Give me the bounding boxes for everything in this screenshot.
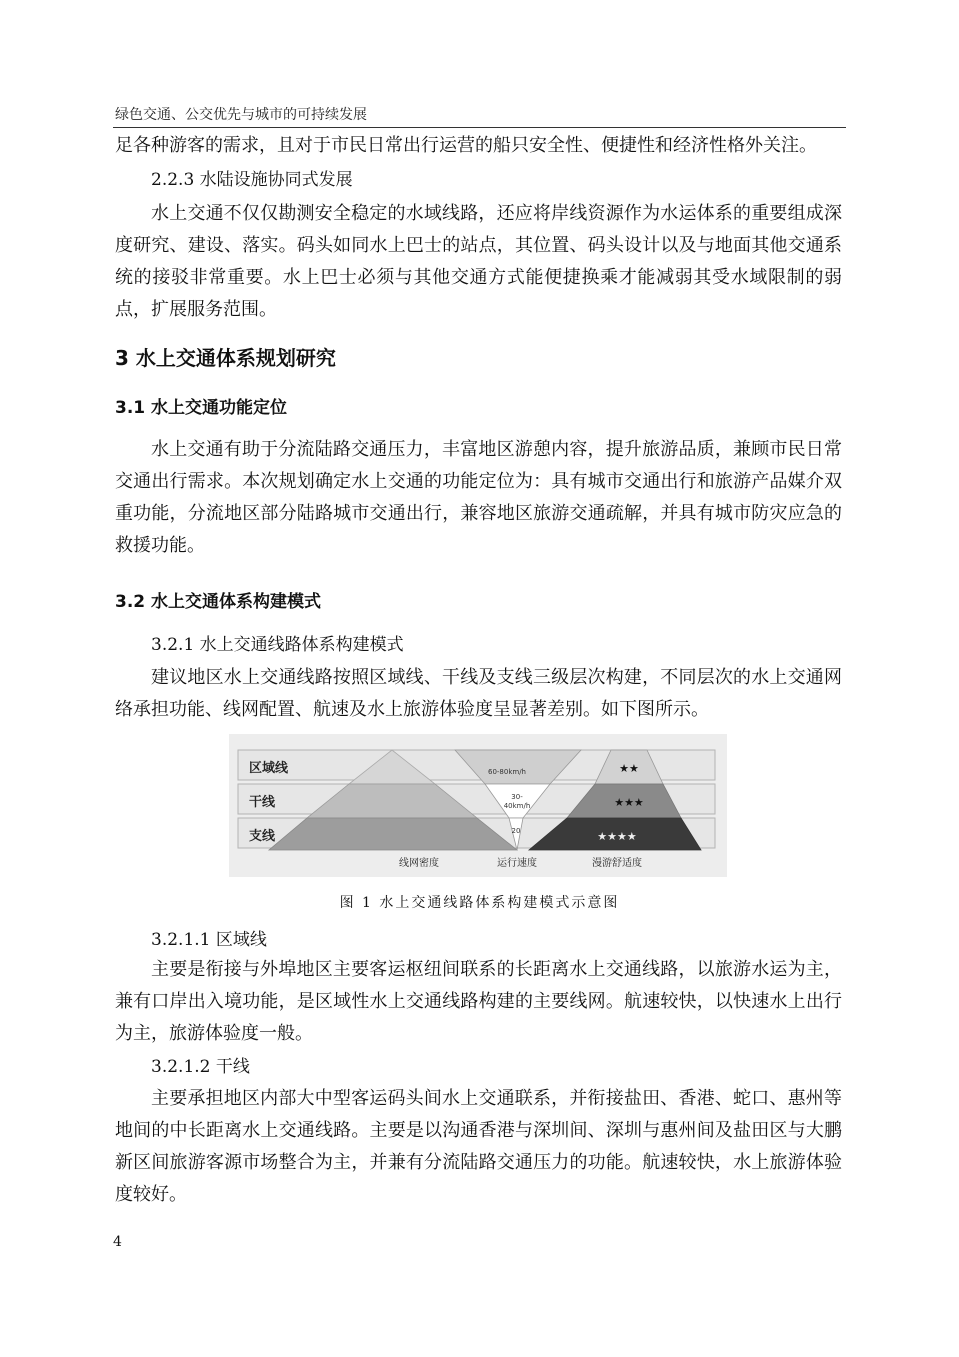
header-rule — [113, 127, 846, 128]
subsection-2-2-3-heading: 2.2.3 水陆设施协同式发展 — [151, 170, 353, 190]
row-label-trunk: 干线 — [249, 795, 276, 810]
subsection-3-2-1-2-heading: 3.2.1.2 干线 — [151, 1057, 250, 1077]
row-label-regional: 区域线 — [249, 761, 289, 776]
section-3-heading: 3 水上交通体系规划研究 — [115, 346, 336, 370]
speed-label-trunk-line2: 40km/h — [503, 802, 531, 810]
paragraph-3-1: 水上交通有助于分流陆路交通压力，丰富地区游憩内容，提升旅游品质，兼顾市民日常交通出行需求。本次规划确定水上交通的功能定位为：具有城市交通出行和旅游产品媒介双重功能，分流地区部分陆路城市交通出行，兼容地区旅游交通疏解，并具有城市防灾应急的救援功能。 — [115, 439, 842, 556]
paragraph-2-2-3: 水上交通不仅仅勘测安全稳定的水域线路，还应将岸线资源作为水运体系的重要组成深度研究、建设、落实。码头如同水上巴士的站点，其位置、码头设计以及与地面其他交通系统的接驳非常重要。水上巴士必须与其他交通方式能便捷换乘才能减弱其受水域限制的弱点，扩展服务范围。 — [115, 203, 842, 320]
section-3-2-heading: 3.2 水上交通体系构建模式 — [115, 592, 322, 612]
bottom-label-comfort: 漫游舒适度 — [592, 858, 642, 869]
route-hierarchy-diagram — [229, 734, 727, 877]
stars-trunk: ★★★ — [614, 796, 644, 809]
bottom-label-density: 线网密度 — [399, 858, 439, 869]
running-header: 绿色交通、公交优先与城市的可持续发展 — [115, 107, 367, 123]
paragraph-3-2-1-2: 主要承担地区内部大中型客运码头间水上交通联系，并衔接盐田、香港、蛇口、惠州等地间的中长距离水上交通线路。主要是以沟通香港与深圳间、深圳与惠州间及盐田区与大鹏新区间旅游客源市场整合为主，并兼有分流陆路交通压力的功能。航速较快，水上旅游体验度较好。 — [115, 1088, 842, 1205]
speed-label-regional: 60-80km/h — [487, 768, 527, 776]
paragraph-intro-continued: 足各种游客的需求，且对于市民日常出行运营的船只安全性、便捷性和经济性格外关注。 — [115, 135, 817, 156]
paragraph-3-2-1-1: 主要是衔接与外埠地区主要客运枢纽间联系的长距离水上交通线路，以旅游水运为主，兼有口岸出入境功能，是区域性水上交通线路构建的主要线网。航速较快，以快速水上出行为主，旅游体验度一般。 — [115, 959, 842, 1044]
bottom-label-speed: 运行速度 — [497, 858, 537, 869]
subsection-3-2-1-heading: 3.2.1 水上交通线路体系构建模式 — [151, 635, 404, 655]
density-level-3 — [269, 818, 517, 850]
paragraph-3-2-1: 建议地区水上交通线路按照区域线、干线及支线三级层次构建，不同层次的水上交通网络承担功能、线网配置、航速及水上旅游体验度呈显著差别。如下图所示。 — [115, 667, 842, 720]
page-number: 4 — [113, 1234, 122, 1250]
stars-branch: ★★★★ — [597, 830, 637, 843]
speed-label-branch: 20 — [511, 827, 521, 835]
speed-label-trunk-line1: 30- — [511, 793, 523, 801]
row-label-branch: 支线 — [249, 829, 276, 844]
subsection-3-2-1-1-heading: 3.2.1.1 区域线 — [151, 930, 267, 950]
figure-caption: 图 1 水上交通线路体系构建模式示意图 — [339, 895, 620, 911]
section-3-1-heading: 3.1 水上交通功能定位 — [115, 398, 288, 418]
stars-regional: ★★ — [619, 762, 639, 775]
figure-1 — [229, 734, 727, 877]
